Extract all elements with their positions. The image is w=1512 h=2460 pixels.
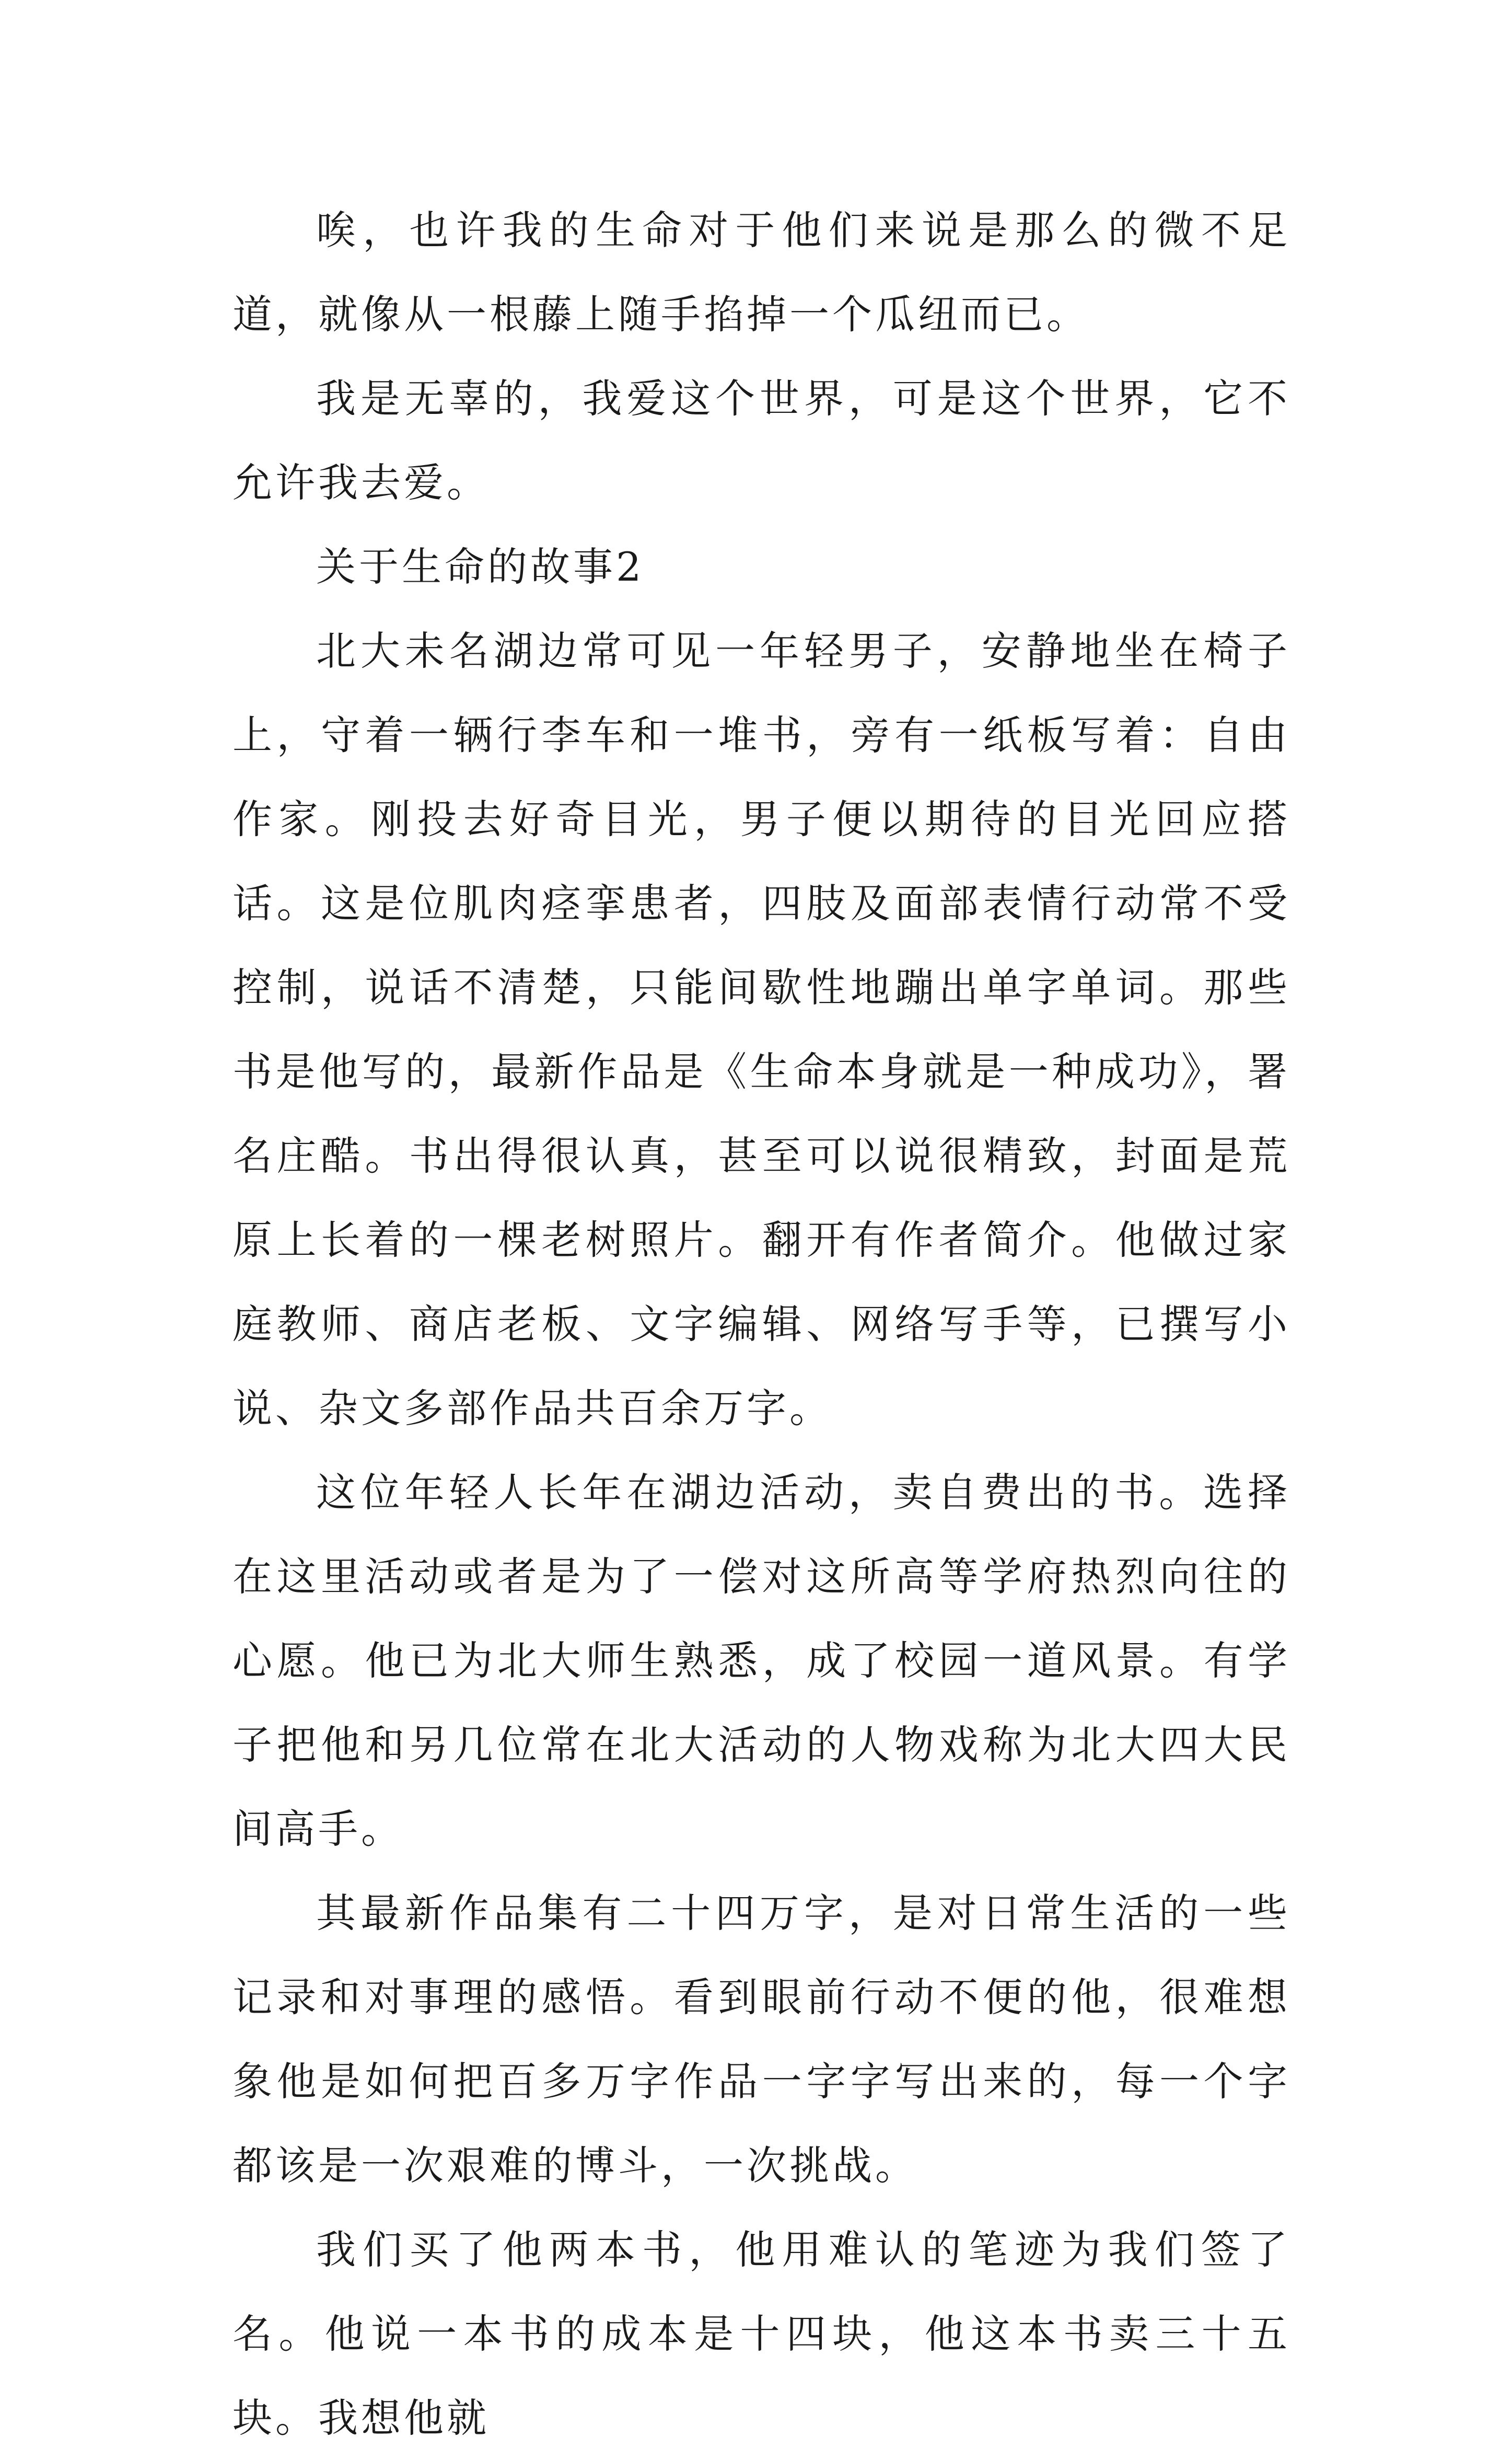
section-title: 关于生命的故事2: [316, 544, 645, 590]
paragraph: 这位年轻人长年在湖边活动，卖自费出的书。选择在这里活动或者是为了一偿对这所高等学府热烈向往的心愿。他已为北大师生熟悉，成了校园一道风景。有学子把他和另几位常在北大活动的人物戏称为北大四大民间高手。: [232, 1469, 1290, 1852]
document-body: [232, 188, 1290, 2460]
paragraph: 我们买了他两本书，他用难认的笔迹为我们签了名。他说一本书的成本是十四块，他这本书卖三十五块。我想他就: [232, 2226, 1290, 2441]
paragraph: 我是无辜的，我爱这个世界，可是这个世界，它不允许我去爱。: [232, 375, 1290, 506]
paragraph: 唉，也许我的生命对于他们来说是那么的微不足道，就像从一根藤上随手掐掉一个瓜纽而已。: [232, 207, 1290, 338]
paragraph: 北大未名湖边常可见一年轻男子，安静地坐在椅子上，守着一辆行李车和一堆书，旁有一纸板写着：自由作家。刚投去好奇目光，男子便以期待的目光回应搭话。这是位肌肉痉挛患者，四肢及面部表情行动常不受控制，说话不清楚，只能间歇性地蹦出单字单词。那些书是他写的，最新作品是《生命本身就是一种成功》，署名庄酷。书出得很认真，甚至可以说很精致，封面是荒原上长着的一棵老树照片。翻开有作者简介。他做过家庭教师、商店老板、文字编辑、网络写手等，已撰写小说、杂文多部作品共百余万字。: [232, 628, 1290, 1431]
paragraph: 其最新作品集有二十四万字，是对日常生活的一些记录和对事理的感悟。看到眼前行动不便的他，很难想象他是如何把百多万字作品一字字写出来的，每一个字都该是一次艰难的博斗，一次挑战。: [232, 1890, 1290, 2189]
